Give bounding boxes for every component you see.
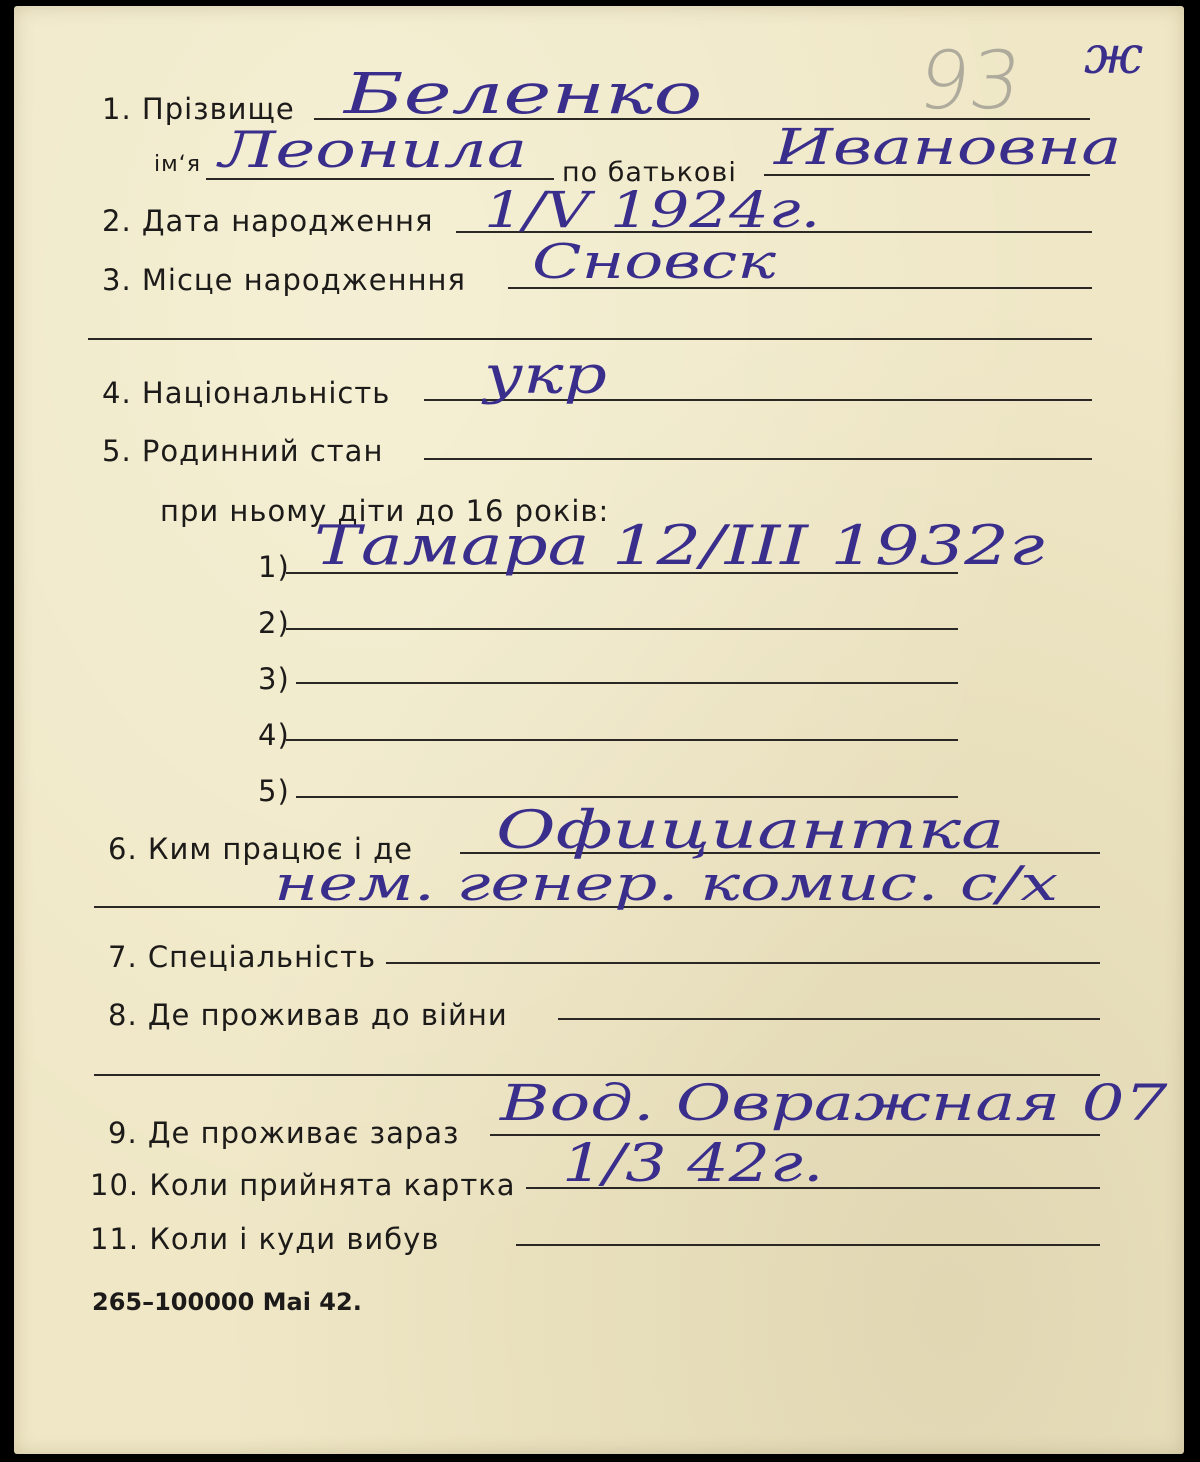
current-address-value: Вод. Овражная 07 — [500, 1074, 1168, 1132]
specialty-line — [386, 962, 1100, 964]
card-date-value: 1/3 42г. — [562, 1134, 824, 1194]
birth-date-value: 1/V 1924г. — [484, 181, 821, 239]
prewar-address-line — [558, 1018, 1100, 1020]
child-5-line — [296, 796, 958, 798]
birth-place-line-2 — [88, 338, 1092, 340]
child-2-line — [286, 628, 958, 630]
birth-place-label: 3. Місце народженння — [102, 263, 466, 297]
work-label: 6. Ким працює і де — [108, 832, 414, 866]
prewar-address-label: 8. Де проживав до війни — [108, 998, 508, 1032]
surname-value: Беленко — [344, 62, 703, 127]
child-3-line — [296, 682, 958, 684]
corner-mark: ж — [1084, 26, 1144, 86]
nationality-value: укр — [484, 346, 607, 406]
child-4-line — [286, 739, 958, 741]
departure-line — [516, 1244, 1100, 1246]
child-3-num: 3) — [258, 662, 290, 696]
print-footer: 265–100000 Mai 42. — [92, 1288, 362, 1316]
card-date-label: 10. Коли прийнята картка — [90, 1168, 516, 1202]
work-value-2: нем. генер. комис. с/х — [274, 856, 1059, 912]
name-label: ім‘я — [154, 152, 201, 177]
children-label: при ньому діти до 16 років: — [160, 494, 610, 528]
nationality-label: 4. Національність — [102, 376, 391, 410]
child-4-num: 4) — [258, 718, 290, 752]
pencil-number: 93 — [912, 34, 1028, 127]
family-status-label: 5. Родинний стан — [102, 434, 384, 468]
child-1-value: Тамара 12/III 1932г — [314, 514, 1045, 577]
surname-label: 1. Прізвище — [102, 92, 295, 126]
child-1-num: 1) — [258, 550, 290, 584]
child-2-num: 2) — [258, 606, 290, 640]
work-value-1: Официантка — [496, 801, 1005, 861]
birth-place-value: Сновск — [532, 234, 776, 290]
patronymic-value: Ивановна — [774, 118, 1122, 176]
registration-card — [14, 6, 1184, 1454]
birth-date-label: 2. Дата народження — [102, 204, 434, 238]
name-value: Леонила — [219, 121, 528, 179]
patronymic-label: по батькові — [562, 157, 737, 188]
family-status-line — [424, 458, 1092, 460]
child-5-num: 5) — [258, 774, 290, 808]
specialty-label: 7. Спеціальність — [108, 940, 377, 974]
current-address-label: 9. Де проживає зараз — [108, 1116, 460, 1150]
departure-label: 11. Коли і куди вибув — [90, 1222, 440, 1256]
